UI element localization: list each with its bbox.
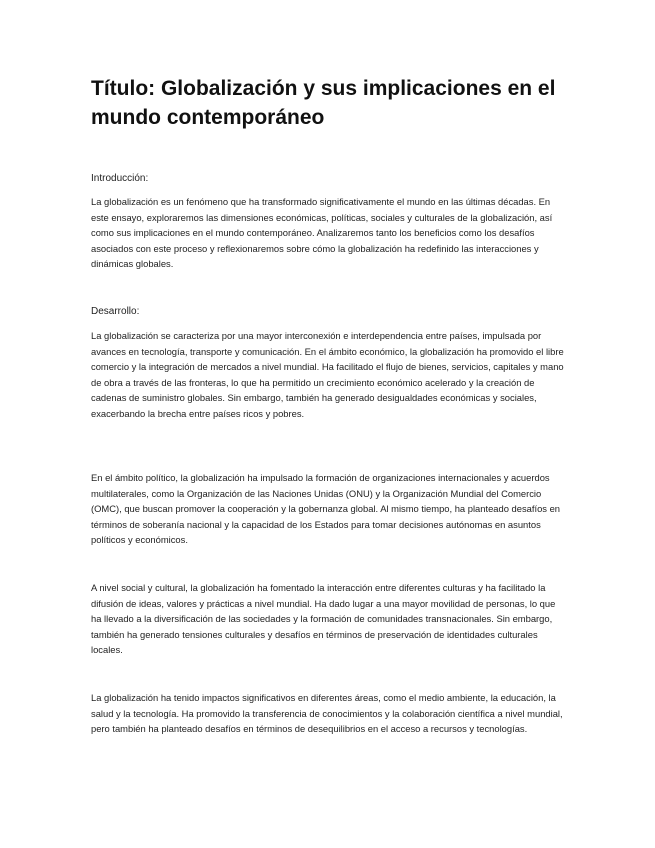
body-paragraph: La globalización se caracteriza por una mayor interconexión e interdependencia entre países, impulsada por avances en tecnología, transporte y comunicación. En el ámbito económico, la globalización ha promovido el libre comercio y la integración de mercados a nivel mundial. Ha facilitado el flujo de bienes, servicios, capitales y mano de obra a través de las fronteras, lo que ha permitido un crecimiento económico acelerado y la creación de cadenas de suministro globales. Sin embargo, también ha generado desigualdades económicas y sociales, exacerbando la brecha entre países ricos y pobres. bbox=[91, 330, 564, 419]
document-title: Título: Globalización y sus implicaciones en el mundo contemporáneo bbox=[91, 77, 556, 129]
body-paragraph: En el ámbito político, la globalización ha impulsado la formación de organizaciones internacionales y acuerdos multilaterales, como la Organización de las Naciones Unidas (ONU) y la Organización Mundial del Comercio (OMC), que buscan promover la cooperación y la gobernanza global. Al mismo tiempo, ha planteado desafíos en términos de soberanía nacional y la capacidad de los Estados para tomar decisiones autónomas en asuntos políticos y económicos. bbox=[91, 472, 561, 546]
body-paragraph: A nivel social y cultural, la globalización ha fomentado la interacción entre diferentes culturas y ha facilitado la difusión de ideas, valores y prácticas a nivel mundial. Ha dado lugar a una mayor movilidad de personas, lo que ha llevado a la diversificación de las sociedades y la formación de comunidades transnacionales. Sin embargo, también ha generado tensiones culturales y desafíos en términos de preservación de identidades culturales locales. bbox=[91, 582, 556, 656]
development-heading: Desarrollo: bbox=[91, 306, 140, 317]
body-paragraph: La globalización ha tenido impactos significativos en diferentes áreas, como el medio ambiente, la educación, la salud y la tecnología. Ha promovido la transferencia de conocimientos y la colaboración científica a nivel mundial, pero también ha planteado desafíos en términos de desequilibrios en el acceso a recursos y tecnologías. bbox=[91, 692, 563, 735]
introduction-paragraph: La globalización es un fenómeno que ha transformado significativamente el mundo en las últimas décadas. En este ensayo, exploraremos las dimensiones económicas, políticas, sociales y culturales de la globalización, así como sus implicaciones en el mundo contemporáneo. Analizaremos tanto los beneficios como los desafíos asociados con este proceso y reflexionaremos sobre cómo la globalización ha redefinido las interacciones y dinámicas globales. bbox=[91, 196, 553, 270]
introduction-heading: Introducción: bbox=[91, 173, 149, 184]
